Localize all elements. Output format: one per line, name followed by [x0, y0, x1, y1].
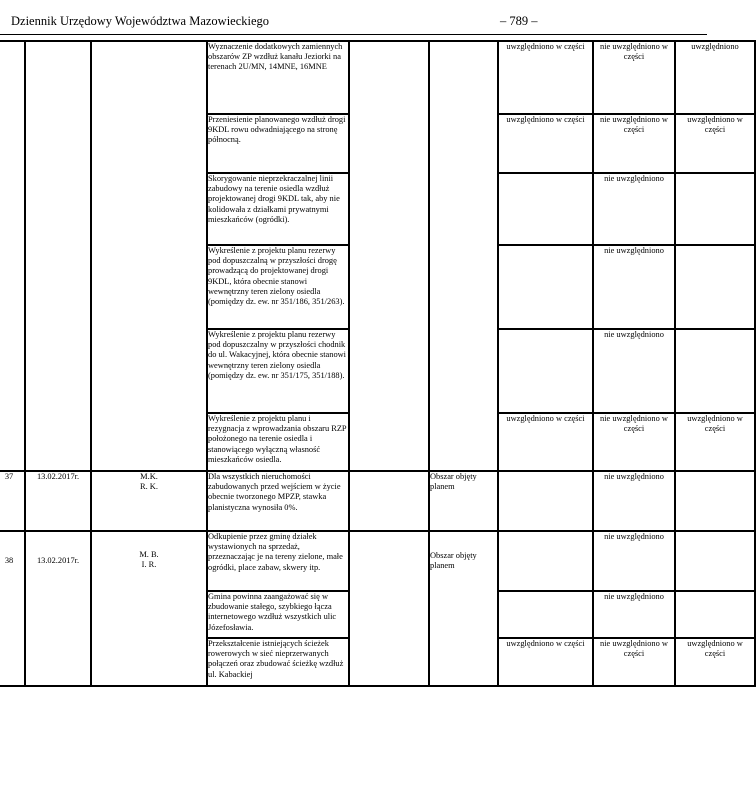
resolution-col7: uwzględniono w części [498, 638, 593, 686]
remark-content: Wykreślenie z projektu planu i rezygnacja z wprowadzania obszaru RZP położonego na terenie osiedla i stanowiącego wyłączną własność mieszkańców osiedla. [207, 413, 349, 471]
resolution-col9 [675, 245, 755, 329]
resolution-col7: uwzględniono w części [498, 114, 593, 173]
applicant-name: M. B. [139, 550, 159, 559]
page-number: – 789 – [500, 14, 538, 28]
resolution-col7: uwzględniono w części [498, 413, 593, 471]
cell-area [349, 41, 429, 471]
remark-content: Przekształcenie istniejących ścieżek rowerowych w sieć nieprzerwanych połączeń oraz zbudować ścieżkę wzdłuż ul. Kabackiej [207, 638, 349, 686]
remark-content: Gmina powinna zaangażować się w zbudowanie stałego, szybkiego łącza internetowego wzdłuż wszystkich ulic Józefosławia. [207, 591, 349, 638]
remark-content: Odkupienie przez gminę działek wystawionych na sprzedaż, przeznaczając je na tereny zielone, małe ogródki, place zabaw, skwery itp. [207, 531, 349, 591]
resolution-col8: nie uwzględniono [593, 531, 675, 591]
resolution-col8: nie uwzględniono [593, 329, 675, 413]
resolution-col7 [498, 245, 593, 329]
resolution-col8: nie uwzględniono w części [593, 413, 675, 471]
remark-content: Skorygowanie nieprzekraczalnej linii zabudowy na terenie osiedla wzdłuż projektowanej drogi 9KDL tak, aby nie kolidowała z działkami prywatnymi mieszkańców (ogródki). [207, 173, 349, 245]
cell-no [0, 41, 25, 471]
resolution-col9 [675, 591, 755, 638]
entry-date: 13.02.2017r. [25, 471, 91, 531]
entry-number: 38 [0, 531, 25, 686]
remark-content: Wykreślenie z projektu planu rezerwy pod dopuszczalny w przyszłości chodnik do ul. Wakacyjnej, która obecnie stanowi wewnętrzny teren zielony osiedla (pomiędzy dz. ew. nr 351/175, 351/188). [207, 329, 349, 413]
resolution-col8: nie uwzględniono [593, 173, 675, 245]
resolution-col8: nie uwzględniono w części [593, 114, 675, 173]
remarks-table [0, 40, 756, 687]
resolution-col9: uwzględniono [675, 41, 755, 114]
remark-content: Wyznaczenie dodatkowych zamiennych obszarów ZP wzdłuż kanału Jeziorki na terenach 2U/MN, 14MNE, 16MNE [207, 41, 349, 114]
cell-date [25, 41, 91, 471]
remark-content: Przeniesienie planowanego wzdłuż drogi 9KDL rowu odwadniającego na stronę północną. [207, 114, 349, 173]
cell-area [349, 531, 429, 686]
resolution-col8: nie uwzględniono [593, 471, 675, 531]
resolution-col8: nie uwzględniono [593, 245, 675, 329]
resolution-col8: nie uwzględniono w części [593, 638, 675, 686]
resolution-col9 [675, 531, 755, 591]
applicant-name: R. K. [140, 482, 158, 492]
plan-area: Obszar objęty planem [429, 531, 498, 686]
resolution-col7 [498, 329, 593, 413]
entry-number: 37 [0, 471, 25, 531]
resolution-col7: uwzględniono w części [498, 41, 593, 114]
journal-title: Dziennik Urzędowy Województwa Mazowieckiego [11, 14, 270, 28]
resolution-col7 [498, 591, 593, 638]
cell-area [349, 471, 429, 531]
entry-names [91, 531, 207, 686]
resolution-col9: uwzględniono w części [675, 413, 755, 471]
table-row [0, 531, 755, 591]
remark-content: Dla wszystkich nieruchomości zabudowanych przed wejściem w życie obecnie tworzonego MPZP, stawka planistyczna wynosiła 0%. [207, 471, 349, 531]
resolution-col9: uwzględniono w części [675, 638, 755, 686]
resolution-col9: uwzględniono w części [675, 114, 755, 173]
resolution-col9 [675, 471, 755, 531]
resolution-col8: nie uwzględniono [593, 591, 675, 638]
resolution-col7 [498, 471, 593, 531]
header-rule [0, 34, 707, 35]
table-row [0, 471, 755, 531]
resolution-col7 [498, 173, 593, 245]
entry-names [91, 471, 207, 531]
table-row [0, 41, 755, 114]
applicant-name: I. R. [141, 560, 157, 570]
remark-content: Wykreślenie z projektu planu rezerwy pod dopuszczalną w przyszłości drogę prowadzącą do projektowanej drogi 9KDL, która obecnie stanowi wewnętrzny teren zielony osiedla (pomiędzy dz. ew. nr 351/186, 351/263). [207, 245, 349, 329]
entry-date: 13.02.2017r. [25, 531, 91, 686]
applicant-name: M.K. [140, 472, 158, 481]
resolution-col7 [498, 531, 593, 591]
resolution-col9 [675, 329, 755, 413]
resolution-col9 [675, 173, 755, 245]
cell-col6 [429, 41, 498, 471]
resolution-col8: nie uwzględniono w części [593, 41, 675, 114]
cell-names [91, 41, 207, 471]
plan-area: Obszar objęty planem [429, 471, 498, 531]
